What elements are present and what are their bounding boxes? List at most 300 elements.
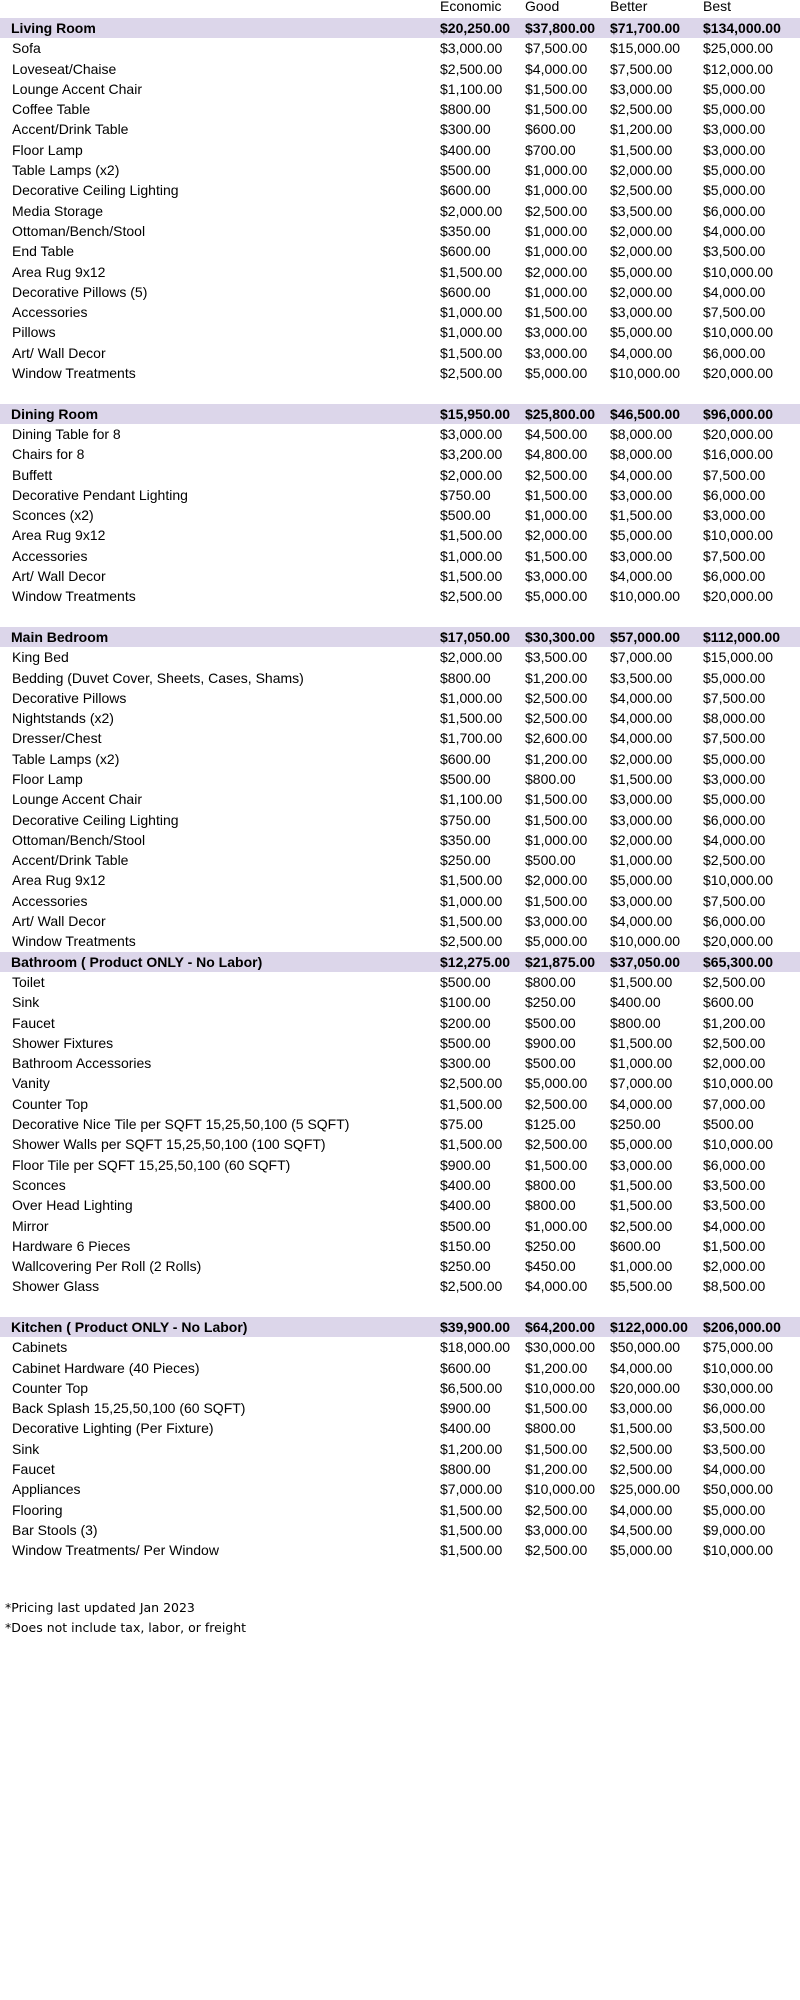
item-price-economic: $250.00 [440, 1258, 491, 1275]
table-row [0, 302, 800, 322]
section-total-economic: $12,275.00 [440, 953, 511, 970]
table-row [0, 59, 800, 79]
section-1 [0, 404, 800, 627]
section-header-row [0, 1317, 800, 1337]
item-price-best: $6,000.00 [703, 568, 766, 585]
item-price-better: $2,000.00 [610, 243, 673, 260]
item-price-better: $5,000.00 [610, 527, 673, 544]
column-header-best: Best [703, 0, 732, 14]
item-price-economic: $2,500.00 [440, 1278, 503, 1295]
item-price-economic: $1,500.00 [440, 263, 503, 280]
item-name: King Bed [12, 649, 69, 666]
item-price-good: $1,500.00 [525, 811, 588, 828]
section-spacer [0, 383, 800, 403]
item-price-best: $7,500.00 [703, 466, 766, 483]
item-price-good: $1,000.00 [525, 1217, 588, 1234]
item-name: Accessories [12, 892, 88, 909]
table-row [0, 363, 800, 383]
section-2 [0, 627, 800, 952]
item-price-best: $12,000.00 [703, 60, 774, 77]
table-row [0, 1418, 800, 1438]
item-price-best: $50,000.00 [703, 1481, 774, 1498]
item-price-best: $6,000.00 [703, 1156, 766, 1173]
table-row [0, 810, 800, 830]
item-price-better: $3,000.00 [610, 811, 673, 828]
item-price-economic: $1,000.00 [440, 324, 503, 341]
table-row [0, 688, 800, 708]
table-row [0, 1216, 800, 1236]
item-price-better: $2,000.00 [610, 162, 673, 179]
table-row [0, 931, 800, 951]
item-name: Floor Lamp [12, 770, 83, 787]
item-price-economic: $400.00 [440, 1197, 491, 1214]
table-row [0, 1094, 800, 1114]
section-total-good: $25,800.00 [525, 405, 596, 422]
item-price-good: $5,000.00 [525, 588, 588, 605]
item-price-economic: $1,500.00 [440, 344, 503, 361]
item-price-best: $9,000.00 [703, 1521, 766, 1538]
table-row [0, 201, 800, 221]
column-header-economic: Economic [440, 0, 502, 14]
table-row [0, 424, 800, 444]
footnote-pricing-updated: *Pricing last updated Jan 2023 [5, 1600, 195, 1615]
item-price-better: $2,000.00 [610, 750, 673, 767]
item-name: Bathroom Accessories [12, 1055, 152, 1072]
table-row [0, 180, 800, 200]
item-name: Media Storage [12, 202, 104, 219]
item-price-better: $7,000.00 [610, 649, 673, 666]
item-price-better: $50,000.00 [610, 1339, 681, 1356]
item-price-best: $7,500.00 [703, 304, 766, 321]
item-price-good: $2,500.00 [525, 1542, 588, 1559]
table-row [0, 911, 800, 931]
item-price-better: $5,000.00 [610, 324, 673, 341]
item-price-better: $3,000.00 [610, 791, 673, 808]
item-price-economic: $2,500.00 [440, 933, 503, 950]
item-price-economic: $1,700.00 [440, 730, 503, 747]
item-price-economic: $1,000.00 [440, 547, 503, 564]
item-price-good: $600.00 [525, 121, 576, 138]
table-row [0, 1013, 800, 1033]
item-price-best: $7,500.00 [703, 892, 766, 909]
item-price-best: $1,500.00 [703, 1237, 766, 1254]
item-price-best: $6,000.00 [703, 1400, 766, 1417]
table-row [0, 850, 800, 870]
item-price-better: $4,000.00 [610, 1095, 673, 1112]
item-price-better: $2,000.00 [610, 222, 673, 239]
table-row [0, 485, 800, 505]
item-price-good: $2,500.00 [525, 202, 588, 219]
item-price-best: $10,000.00 [703, 1359, 774, 1376]
item-price-better: $1,500.00 [610, 770, 673, 787]
item-name: Mirror [12, 1217, 49, 1234]
table-row [0, 262, 800, 282]
item-price-better: $3,000.00 [610, 1156, 673, 1173]
item-price-best: $10,000.00 [703, 324, 774, 341]
item-price-best: $3,000.00 [703, 770, 766, 787]
item-price-best: $2,500.00 [703, 973, 766, 990]
item-price-better: $1,200.00 [610, 121, 673, 138]
item-name: Floor Lamp [12, 141, 83, 158]
table-row [0, 1134, 800, 1154]
item-price-good: $800.00 [525, 1197, 576, 1214]
item-price-economic: $1,000.00 [440, 689, 503, 706]
item-price-good: $7,500.00 [525, 40, 588, 57]
item-name: Area Rug 9x12 [12, 527, 106, 544]
item-price-better: $25,000.00 [610, 1481, 681, 1498]
item-price-best: $4,000.00 [703, 1461, 766, 1478]
item-price-best: $10,000.00 [703, 872, 774, 889]
item-name: Window Treatments [12, 365, 136, 382]
item-price-economic: $250.00 [440, 852, 491, 869]
table-row [0, 79, 800, 99]
item-name: Flooring [12, 1501, 63, 1518]
item-price-economic: $1,500.00 [440, 913, 503, 930]
item-price-good: $1,500.00 [525, 547, 588, 564]
item-price-good: $1,200.00 [525, 1461, 588, 1478]
item-name: Window Treatments [12, 588, 136, 605]
section-total-economic: $15,950.00 [440, 405, 511, 422]
item-price-better: $1,000.00 [610, 852, 673, 869]
item-price-economic: $1,500.00 [440, 568, 503, 585]
item-price-better: $2,000.00 [610, 831, 673, 848]
table-row [0, 1236, 800, 1256]
item-price-better: $4,000.00 [610, 466, 673, 483]
item-price-economic: $1,500.00 [440, 1136, 503, 1153]
item-price-best: $2,500.00 [703, 1034, 766, 1051]
item-price-best: $20,000.00 [703, 365, 774, 382]
table-row [0, 972, 800, 992]
item-price-good: $1,200.00 [525, 669, 588, 686]
item-name: Area Rug 9x12 [12, 872, 106, 889]
section-title: Bathroom ( Product ONLY - No Labor) [11, 953, 263, 970]
item-price-better: $3,000.00 [610, 1400, 673, 1417]
table-row [0, 282, 800, 302]
item-price-economic: $2,500.00 [440, 1075, 503, 1092]
item-price-best: $4,000.00 [703, 222, 766, 239]
item-price-economic: $600.00 [440, 182, 491, 199]
item-price-best: $7,500.00 [703, 689, 766, 706]
section-spacer [0, 607, 800, 627]
item-price-better: $3,000.00 [610, 547, 673, 564]
item-price-best: $3,000.00 [703, 141, 766, 158]
table-row [0, 1378, 800, 1398]
item-name: Table Lamps (x2) [12, 162, 120, 179]
item-price-economic: $100.00 [440, 994, 491, 1011]
item-name: Counter Top [12, 1095, 89, 1112]
item-price-good: $2,500.00 [525, 1501, 588, 1518]
table-row [0, 1175, 800, 1195]
item-price-good: $450.00 [525, 1258, 576, 1275]
item-price-economic: $1,500.00 [440, 527, 503, 544]
item-price-economic: $18,000.00 [440, 1339, 511, 1356]
item-price-best: $10,000.00 [703, 1136, 774, 1153]
item-name: Pillows [12, 324, 56, 341]
item-price-better: $7,500.00 [610, 60, 673, 77]
item-price-best: $20,000.00 [703, 933, 774, 950]
item-name: Sofa [12, 40, 41, 57]
item-price-economic: $3,000.00 [440, 425, 503, 442]
section-title: Main Bedroom [11, 628, 109, 645]
item-price-economic: $600.00 [440, 1359, 491, 1376]
item-price-economic: $1,500.00 [440, 872, 503, 889]
item-name: Sink [12, 994, 40, 1011]
table-row [0, 1459, 800, 1479]
item-price-good: $1,500.00 [525, 486, 588, 503]
item-price-good: $1,500.00 [525, 304, 588, 321]
item-name: Art/ Wall Decor [12, 568, 106, 585]
item-price-best: $4,000.00 [703, 283, 766, 300]
item-name: Shower Fixtures [12, 1034, 114, 1051]
item-price-best: $2,500.00 [703, 852, 766, 869]
section-header-row [0, 627, 800, 647]
item-price-best: $7,500.00 [703, 547, 766, 564]
item-price-better: $2,500.00 [610, 182, 673, 199]
item-price-economic: $500.00 [440, 1034, 491, 1051]
item-price-better: $4,000.00 [610, 568, 673, 585]
section-3 [0, 952, 800, 1317]
item-price-good: $1,200.00 [525, 750, 588, 767]
item-name: Decorative Ceiling Lighting [12, 182, 179, 199]
item-name: Buffett [12, 466, 53, 483]
section-title: Kitchen ( Product ONLY - No Labor) [11, 1319, 248, 1335]
section-total-economic: $20,250.00 [440, 20, 511, 36]
table-row [0, 1114, 800, 1134]
item-price-best: $500.00 [703, 1116, 754, 1133]
item-price-good: $1,000.00 [525, 182, 588, 199]
table-row [0, 99, 800, 119]
item-name: Sconces [12, 1176, 66, 1193]
item-price-better: $3,500.00 [610, 202, 673, 219]
section-total-best: $112,000.00 [703, 628, 781, 645]
table-row [0, 668, 800, 688]
item-price-good: $5,000.00 [525, 933, 588, 950]
item-name: Area Rug 9x12 [12, 263, 106, 280]
item-price-best: $5,000.00 [703, 1501, 766, 1518]
item-name: Coffee Table [12, 101, 91, 118]
item-price-economic: $1,500.00 [440, 1095, 503, 1112]
item-price-best: $5,000.00 [703, 80, 766, 97]
table-row [0, 1358, 800, 1378]
item-price-good: $250.00 [525, 1237, 576, 1254]
item-name: Decorative Pillows (5) [12, 283, 148, 300]
section-total-economic: $39,900.00 [440, 1319, 511, 1335]
section-total-good: $64,200.00 [525, 1319, 596, 1335]
item-name: Decorative Lighting (Per Fixture) [12, 1420, 214, 1437]
item-price-good: $250.00 [525, 994, 576, 1011]
item-price-best: $5,000.00 [703, 791, 766, 808]
item-name: Bar Stools (3) [12, 1521, 98, 1538]
item-price-economic: $2,500.00 [440, 365, 503, 382]
item-price-best: $3,500.00 [703, 1197, 766, 1214]
table-row [0, 465, 800, 485]
item-price-economic: $7,000.00 [440, 1481, 503, 1498]
table-row [0, 1073, 800, 1093]
item-price-economic: $2,000.00 [440, 202, 503, 219]
item-price-good: $1,500.00 [525, 1440, 588, 1457]
item-price-good: $1,000.00 [525, 222, 588, 239]
item-price-better: $3,000.00 [610, 892, 673, 909]
section-total-better: $37,050.00 [610, 953, 681, 970]
table-row [0, 789, 800, 809]
table-row [0, 1053, 800, 1073]
item-price-economic: $500.00 [440, 507, 491, 524]
item-price-better: $2,500.00 [610, 1217, 673, 1234]
item-price-good: $1,500.00 [525, 1400, 588, 1417]
table-row [0, 749, 800, 769]
item-price-good: $5,000.00 [525, 1075, 588, 1092]
item-price-good: $1,000.00 [525, 831, 588, 848]
item-price-good: $800.00 [525, 770, 576, 787]
footnote-exclusions: *Does not include tax, labor, or freight [5, 1620, 247, 1635]
section-total-best: $96,000.00 [703, 405, 774, 422]
item-price-good: $10,000.00 [525, 1481, 596, 1498]
table-row [0, 1500, 800, 1520]
item-price-economic: $900.00 [440, 1400, 491, 1417]
item-price-good: $2,500.00 [525, 1095, 588, 1112]
table-row [0, 1479, 800, 1499]
section-total-good: $37,800.00 [525, 20, 596, 36]
table-row [0, 870, 800, 890]
item-price-better: $4,000.00 [610, 689, 673, 706]
item-price-better: $1,500.00 [610, 1420, 673, 1437]
item-name: Shower Glass [12, 1278, 100, 1295]
item-name: Back Splash 15,25,50,100 (60 SQFT) [12, 1400, 246, 1417]
item-price-economic: $200.00 [440, 1014, 491, 1031]
item-name: Chairs for 8 [12, 446, 85, 463]
item-price-economic: $900.00 [440, 1156, 491, 1173]
item-name: Decorative Ceiling Lighting [12, 811, 179, 828]
item-price-better: $600.00 [610, 1237, 661, 1254]
item-price-best: $8,000.00 [703, 710, 766, 727]
item-price-best: $3,500.00 [703, 243, 766, 260]
item-price-economic: $1,000.00 [440, 304, 503, 321]
table-row [0, 1155, 800, 1175]
item-price-better: $2,500.00 [610, 101, 673, 118]
item-price-better: $3,000.00 [610, 80, 673, 97]
item-price-better: $1,000.00 [610, 1055, 673, 1072]
table-row [0, 586, 800, 606]
table-row [0, 1337, 800, 1357]
table-row [0, 1520, 800, 1540]
item-price-best: $600.00 [703, 994, 754, 1011]
item-name: Cabinets [12, 1339, 68, 1356]
item-price-economic: $500.00 [440, 162, 491, 179]
footnotes [5, 1598, 246, 1638]
item-price-best: $6,000.00 [703, 202, 766, 219]
item-price-good: $2,500.00 [525, 1136, 588, 1153]
item-price-economic: $2,000.00 [440, 649, 503, 666]
table-row [0, 1256, 800, 1276]
table-row [0, 566, 800, 586]
item-price-economic: $800.00 [440, 101, 491, 118]
item-price-good: $1,500.00 [525, 1156, 588, 1173]
table-row [0, 1398, 800, 1418]
item-price-economic: $600.00 [440, 283, 491, 300]
item-price-better: $1,500.00 [610, 1034, 673, 1051]
item-price-best: $10,000.00 [703, 527, 774, 544]
item-name: Ottoman/Bench/Stool [12, 222, 146, 239]
item-price-economic: $1,000.00 [440, 892, 503, 909]
item-price-best: $2,000.00 [703, 1055, 766, 1072]
table-row [0, 1276, 800, 1296]
item-price-better: $2,500.00 [610, 1440, 673, 1457]
item-price-better: $5,500.00 [610, 1278, 673, 1295]
item-name: Sink [12, 1440, 40, 1457]
item-name: Decorative Nice Tile per SQFT 15,25,50,100 (5 SQFT) [12, 1116, 350, 1133]
item-price-economic: $1,100.00 [440, 791, 503, 808]
item-price-best: $10,000.00 [703, 1075, 774, 1092]
item-price-best: $4,000.00 [703, 831, 766, 848]
item-price-better: $1,500.00 [610, 1176, 673, 1193]
item-price-economic: $1,500.00 [440, 1521, 503, 1538]
item-price-better: $5,000.00 [610, 872, 673, 889]
item-price-economic: $1,500.00 [440, 1542, 503, 1559]
table-row [0, 992, 800, 1012]
table-row [0, 546, 800, 566]
item-price-best: $20,000.00 [703, 588, 774, 605]
item-name: End Table [12, 243, 75, 260]
item-price-good: $4,500.00 [525, 425, 588, 442]
item-price-better: $10,000.00 [610, 365, 681, 382]
item-price-best: $3,000.00 [703, 507, 766, 524]
item-price-best: $25,000.00 [703, 40, 774, 57]
item-price-economic: $600.00 [440, 243, 491, 260]
section-title: Living Room [11, 20, 96, 36]
item-price-better: $3,000.00 [610, 486, 673, 503]
item-name: Accent/Drink Table [12, 852, 129, 869]
item-price-better: $4,000.00 [610, 1359, 673, 1376]
item-price-best: $8,500.00 [703, 1278, 766, 1295]
item-price-better: $5,000.00 [610, 1542, 673, 1559]
item-price-better: $2,000.00 [610, 283, 673, 300]
item-price-better: $3,000.00 [610, 304, 673, 321]
section-spacer [0, 1297, 800, 1317]
item-name: Decorative Pendant Lighting [12, 486, 188, 503]
item-price-economic: $150.00 [440, 1237, 491, 1254]
item-price-economic: $1,200.00 [440, 1440, 503, 1457]
item-price-good: $10,000.00 [525, 1379, 596, 1396]
item-name: Window Treatments/ Per Window [12, 1542, 219, 1559]
section-title: Dining Room [11, 405, 99, 422]
item-price-better: $7,000.00 [610, 1075, 673, 1092]
item-price-good: $2,500.00 [525, 710, 588, 727]
item-price-better: $5,000.00 [610, 1136, 673, 1153]
item-price-good: $1,500.00 [525, 80, 588, 97]
item-price-best: $5,000.00 [703, 750, 766, 767]
item-price-best: $2,000.00 [703, 1258, 766, 1275]
section-total-good: $30,300.00 [525, 628, 596, 645]
item-name: Cabinet Hardware (40 Pieces) [12, 1359, 200, 1376]
item-price-better: $8,000.00 [610, 425, 673, 442]
section-total-good: $21,875.00 [525, 953, 596, 970]
item-price-economic: $3,000.00 [440, 40, 503, 57]
item-price-economic: $75.00 [440, 1116, 483, 1133]
item-price-better: $2,500.00 [610, 1461, 673, 1478]
item-price-good: $2,000.00 [525, 872, 588, 889]
item-price-better: $10,000.00 [610, 588, 681, 605]
table-row [0, 1439, 800, 1459]
item-price-good: $500.00 [525, 1055, 576, 1072]
item-name: Lounge Accent Chair [12, 791, 142, 808]
item-price-economic: $800.00 [440, 669, 491, 686]
item-price-economic: $400.00 [440, 1176, 491, 1193]
item-price-economic: $1,500.00 [440, 710, 503, 727]
item-price-better: $3,500.00 [610, 669, 673, 686]
table-row [0, 769, 800, 789]
item-price-good: $3,000.00 [525, 344, 588, 361]
item-price-economic: $400.00 [440, 1420, 491, 1437]
